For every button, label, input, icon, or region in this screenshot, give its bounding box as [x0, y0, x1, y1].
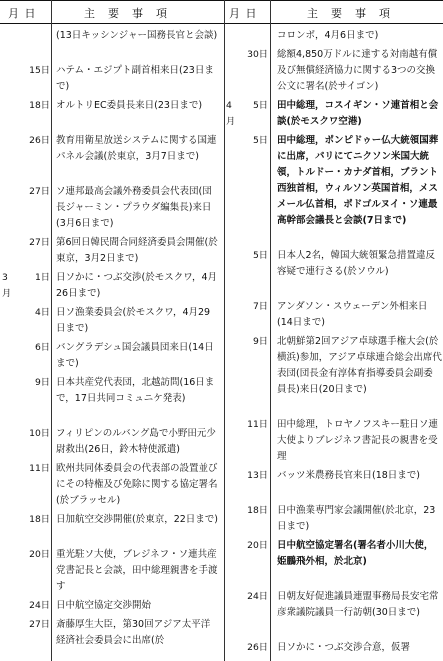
- chronology-entry: [224, 538, 443, 586]
- entry-text: 日朝友好促進議員連盟事務局長安宅常彦衆議院議員一行訪朝(30日まで): [277, 591, 439, 618]
- entry-text: 第6回日韓民間合同経済委員会開催(於東京，3月2日まで): [56, 237, 218, 264]
- entry-text: 日加航空交渉開催(於東京，22日まで): [56, 514, 219, 525]
- chronology-entry: [0, 340, 224, 372]
- entry-day: 11日: [247, 419, 268, 430]
- entry-text: 日中漁業専門家会議開催(於北京，23日まで): [277, 505, 436, 532]
- entry-day: 6日: [34, 342, 50, 353]
- entry-day: 24日: [247, 591, 268, 602]
- entry-text: 欧州共同体委員会の代表部の設置並びにその特権及び免除に関する協定署名(於ブラッセル): [56, 463, 218, 506]
- entry-day: 1日: [34, 272, 50, 283]
- entry-text: ハテム・エジプト副首相来日(23日まで): [56, 65, 214, 92]
- header-date-right: 月 日: [229, 7, 258, 20]
- entry-day: 15日: [29, 65, 50, 76]
- entry-day: 27日: [29, 619, 50, 630]
- entry-day: 13日: [247, 470, 268, 481]
- entry-text: 日本共産党代表団，北越訪問(16日まで，17日共同コミュニケ発表): [56, 377, 215, 404]
- chronology-entry: [0, 305, 224, 337]
- entry-day: 26日: [247, 642, 268, 653]
- chronology-entry: [0, 28, 224, 60]
- chronology-entry: [0, 63, 224, 95]
- entry-text: 日中航空協定交渉開始: [56, 600, 152, 611]
- entry-day: 18日: [247, 505, 268, 516]
- entry-day: 30日: [247, 49, 268, 60]
- chronology-entry: [224, 47, 443, 95]
- chronology-entry: [224, 468, 443, 500]
- chronology-entry: [224, 503, 443, 535]
- chronology-entry: [224, 334, 443, 414]
- entry-text: 日ソかに・つぶ交渉合意，仮署: [277, 642, 411, 653]
- chronology-entry: [0, 426, 224, 458]
- entry-day: 4日: [34, 307, 50, 318]
- chronology-entry: [224, 640, 443, 656]
- entry-text: バッツ米農務長官来日(18日まで): [277, 470, 421, 481]
- entry-text: 日ソ漁業委員会(於モスクワ，4月29日まで): [56, 307, 211, 334]
- entry-month: 3月: [2, 272, 12, 299]
- entry-text: バングラデシュ国会議員団来日(14日まで): [56, 342, 214, 369]
- entry-text: 日中航空協定署名(署名者小川大使，姫鵬飛外相，於北京): [277, 540, 434, 567]
- chronology-entry: [224, 299, 443, 331]
- chronology-entry: [0, 98, 224, 130]
- chronology-entry: [0, 133, 224, 181]
- entry-text: ソ連邦最高会議外務委員会代表団(団長ジャーミン・プラウダ編集長)来日(3月6日まで): [56, 186, 212, 229]
- chronology-entry: [0, 598, 224, 614]
- entry-text: 北朝鮮第2回アジア卓球選手権大会(於横浜)参加，アジア卓球連合総会出席代表団(団長金有淳体育指導委員会副委員長)来日(20日まで): [277, 336, 442, 395]
- table-header: [0, 0, 443, 24]
- chronology-entry: [0, 461, 224, 509]
- chronology-entry: [224, 417, 443, 465]
- entry-day: 5日: [252, 100, 268, 111]
- entry-text: フィリピンのルバング島で小野田元少尉救出(26日，鈴木特使派遣): [56, 428, 216, 455]
- entry-day: 11日: [29, 463, 50, 474]
- entry-day: 27日: [29, 237, 50, 248]
- entry-day: 20日: [29, 549, 50, 560]
- chronology-entry: [0, 512, 224, 544]
- entry-day: 10日: [29, 428, 50, 439]
- entry-day: 9日: [34, 377, 50, 388]
- entry-day: 27日: [29, 186, 50, 197]
- entry-day: 5日: [252, 135, 268, 146]
- chronology-entry: [0, 375, 224, 423]
- header-date-left: 月 日: [8, 7, 37, 20]
- chronology-entry: [0, 235, 224, 267]
- chronology-entry: [224, 28, 443, 44]
- entry-day: 9日: [252, 336, 268, 347]
- entry-day: 18日: [29, 514, 50, 525]
- entry-text: 田中総理，ポンピドゥー仏大統領国葬に出席，パリにてニクソン米国大統領，トルドー・カナダ首相，ブラント西独首相，ウィルソン英国首相，メスメール仏首相，ポドゴルヌイ・ソ連最高幹部会議長と会談(7日まで): [277, 135, 439, 226]
- entry-text: 日ソかに・つぶ交渉(於モスクワ，4月26日まで): [56, 272, 217, 299]
- entry-text: 日本人2名，韓国大統領緊急措置違反容疑で連行さる(於ソウル): [277, 250, 436, 277]
- entry-day: 5日: [252, 250, 268, 261]
- entry-day: 7日: [252, 301, 268, 312]
- chronology-entry: [0, 617, 224, 649]
- entry-month: 4月: [226, 100, 236, 127]
- entry-text: (13日キッシンジャー国務長官と会談): [56, 30, 218, 41]
- right-column: [224, 28, 443, 659]
- entry-text: 斎藤厚生大臣，第30回アジア太平洋経済社会委員会に出席(於: [56, 619, 211, 646]
- header-topic-left: 主 要 事 項: [84, 7, 168, 20]
- entry-text: コロンボ，4月6日まで): [277, 30, 379, 41]
- entry-day: 20日: [247, 540, 268, 551]
- chronology-entry: [224, 589, 443, 637]
- entry-text: 重光駐ソ大使，ブレジネフ・ソ連共産党書記長と会談，田中総理親書を手渡す: [56, 549, 218, 592]
- entry-text: 田中総理，トロヤノフスキー駐日ソ連大使よりブレジネフ書記長の親書を受理: [277, 419, 438, 462]
- header-topic-right: 主 要 事 項: [307, 7, 391, 20]
- entry-day: 24日: [29, 600, 50, 611]
- entry-text: 田中総理，コスイギン・ソ連首相と会談(於モスクワ空港): [277, 100, 439, 127]
- chronology-entry: [0, 547, 224, 595]
- chronology-entry: [224, 133, 443, 245]
- chronology-entry: [0, 184, 224, 232]
- entry-text: アンダソン・スウェーデン外相来日(14日まで): [277, 301, 428, 328]
- entry-text: 教育用衛星放送システムに関する国連パネル会議(於東京，3月7日まで): [56, 135, 217, 162]
- chronology-entry: [224, 98, 443, 130]
- entry-day: 26日: [29, 135, 50, 146]
- entry-day: 18日: [29, 100, 50, 111]
- chronology-entry: [224, 248, 443, 296]
- left-column: [0, 28, 224, 652]
- entry-text: 総額4,850万ドルに達する対南越有償及び無償経済協力に関する3つの交換公文に署名(於サイゴン): [277, 49, 438, 92]
- entry-text: オルトリEC委員長来日(23日まで): [56, 100, 203, 111]
- chronology-entry: [0, 270, 224, 302]
